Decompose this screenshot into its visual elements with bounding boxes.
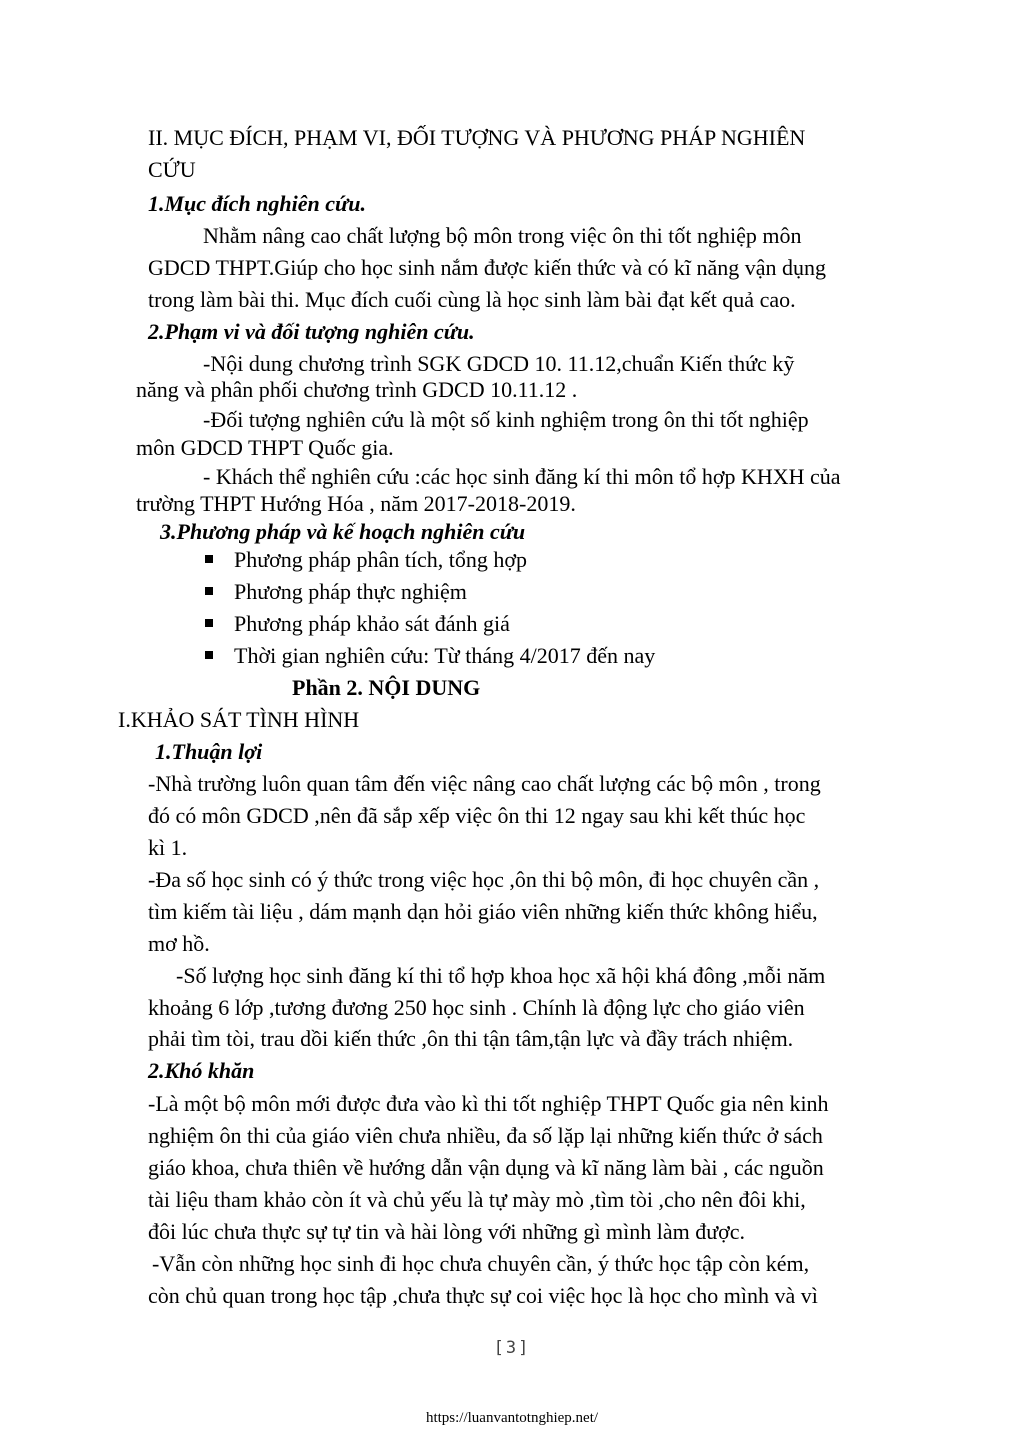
advantages-title: 1.Thuận lợi	[155, 739, 263, 764]
difficulties-line-7: còn chủ quan trong học tập ,chưa thực sự coi việc học là học cho mình và vì	[148, 1283, 818, 1308]
scope-line-4: môn GDCD THPT Quốc gia.	[136, 435, 394, 460]
difficulties-line-5: đôi lúc chưa thực sự tự tin và hài lòng với những gì mình làm được.	[148, 1219, 746, 1244]
difficulties-title: 2.Khó khăn	[148, 1058, 255, 1083]
difficulties-line-6: -Vẫn còn những học sinh đi học chưa chuyên cần, ý thức học tập còn kém,	[152, 1251, 810, 1276]
advantages-line-9: phải tìm tòi, trau dồi kiến thức ,ôn thi tận tâm,tận lực và đầy trách nhiệm.	[148, 1026, 794, 1051]
purpose-line-2: GDCD THPT.Giúp cho học sinh nắm được kiến thức và có kĩ năng vận dụng	[148, 255, 827, 280]
scope-line-2: năng và phân phối chương trình GDCD 10.11.12 .	[136, 377, 578, 402]
scope-line-3: -Đối tượng nghiên cứu là một số kinh nghiệm trong ôn thi tốt nghiệp	[203, 407, 809, 432]
method-item: Thời gian nghiên cứu: Từ tháng 4/2017 đến nay	[234, 643, 656, 668]
section-heading-line-1: II. MỤC ĐÍCH, PHẠM VI, ĐỐI TƯỢNG VÀ PHƯƠNG PHÁP NGHIÊN	[148, 125, 806, 150]
bullet-icon	[205, 587, 213, 595]
difficulties-line-2: nghiệm ôn thi của giáo viên chưa nhiều, đa số lặp lại những kiến thức ở sách	[148, 1123, 823, 1148]
advantages-line-8: khoảng 6 lớp ,tương đương 250 học sinh . Chính là động lực cho giáo viên	[148, 995, 805, 1020]
advantages-line-4: -Đa số học sinh có ý thức trong việc học ,ôn thi bộ môn, đi học chuyên cần ,	[148, 867, 820, 892]
scope-title: 2.Phạm vi và đối tượng nghiên cứu.	[148, 319, 475, 344]
purpose-line-3: trong làm bài thi. Mục đích cuối cùng là học sinh làm bài đạt kết quả cao.	[148, 287, 796, 312]
survey-heading: I.KHẢO SÁT TÌNH HÌNH	[118, 707, 360, 732]
difficulties-line-1: -Là một bộ môn mới được đưa vào kì thi tốt nghiệp THPT Quốc gia nên kinh	[148, 1091, 829, 1116]
advantages-line-6: mơ hồ.	[148, 931, 210, 956]
bullet-icon	[205, 555, 213, 563]
method-item: Phương pháp thực nghiệm	[234, 579, 467, 604]
purpose-line-1: Nhằm nâng cao chất lượng bộ môn trong việc ôn thi tốt nghiệp môn	[203, 223, 802, 248]
advantages-line-7: -Số lượng học sinh đăng kí thi tổ hợp khoa học xã hội khá đông ,mỗi năm	[176, 963, 826, 988]
method-item: Phương pháp khảo sát đánh giá	[234, 611, 510, 636]
advantages-line-1: -Nhà trường luôn quan tâm đến việc nâng cao chất lượng các bộ môn , trong	[148, 771, 821, 796]
difficulties-line-4: tài liệu tham khảo còn ít và chủ yếu là tự mày mò ,tìm tòi ,cho nên đôi khi,	[148, 1187, 806, 1212]
page-number: [3]	[493, 1338, 531, 1358]
methods-title: 3.Phương pháp và kế hoạch nghiên cứu	[160, 519, 526, 544]
bullet-icon	[205, 651, 213, 659]
section-heading-line-2: CỨU	[148, 157, 196, 182]
advantages-line-2: đó có môn GDCD ,nên đã sắp xếp việc ôn thi 12 ngay sau khi kết thúc học	[148, 803, 806, 828]
advantages-line-3: kì 1.	[148, 835, 188, 860]
difficulties-line-3: giáo khoa, chưa thiên về hướng dẫn vận dụng và kĩ năng làm bài , các nguồn	[148, 1155, 824, 1180]
scope-line-5: - Khách thể nghiên cứu :các học sinh đăng kí thi môn tổ hợp KHXH của	[203, 464, 841, 489]
part-title: Phần 2. NỘI DUNG	[292, 675, 481, 700]
method-item: Phương pháp phân tích, tổng hợp	[234, 547, 528, 572]
scope-line-1: -Nội dung chương trình SGK GDCD 10. 11.12,chuẩn Kiến thức kỹ	[203, 351, 795, 376]
bullet-icon	[205, 619, 213, 627]
scope-line-6: trường THPT Hướng Hóa , năm 2017-2018-2019.	[136, 491, 576, 516]
purpose-title: 1.Mục đích nghiên cứu.	[148, 191, 366, 216]
advantages-line-5: tìm kiếm tài liệu , dám mạnh dạn hỏi giáo viên những kiến thức không hiểu,	[148, 899, 818, 924]
footer-url: https://luanvantotnghiep.net/	[425, 1410, 599, 1426]
